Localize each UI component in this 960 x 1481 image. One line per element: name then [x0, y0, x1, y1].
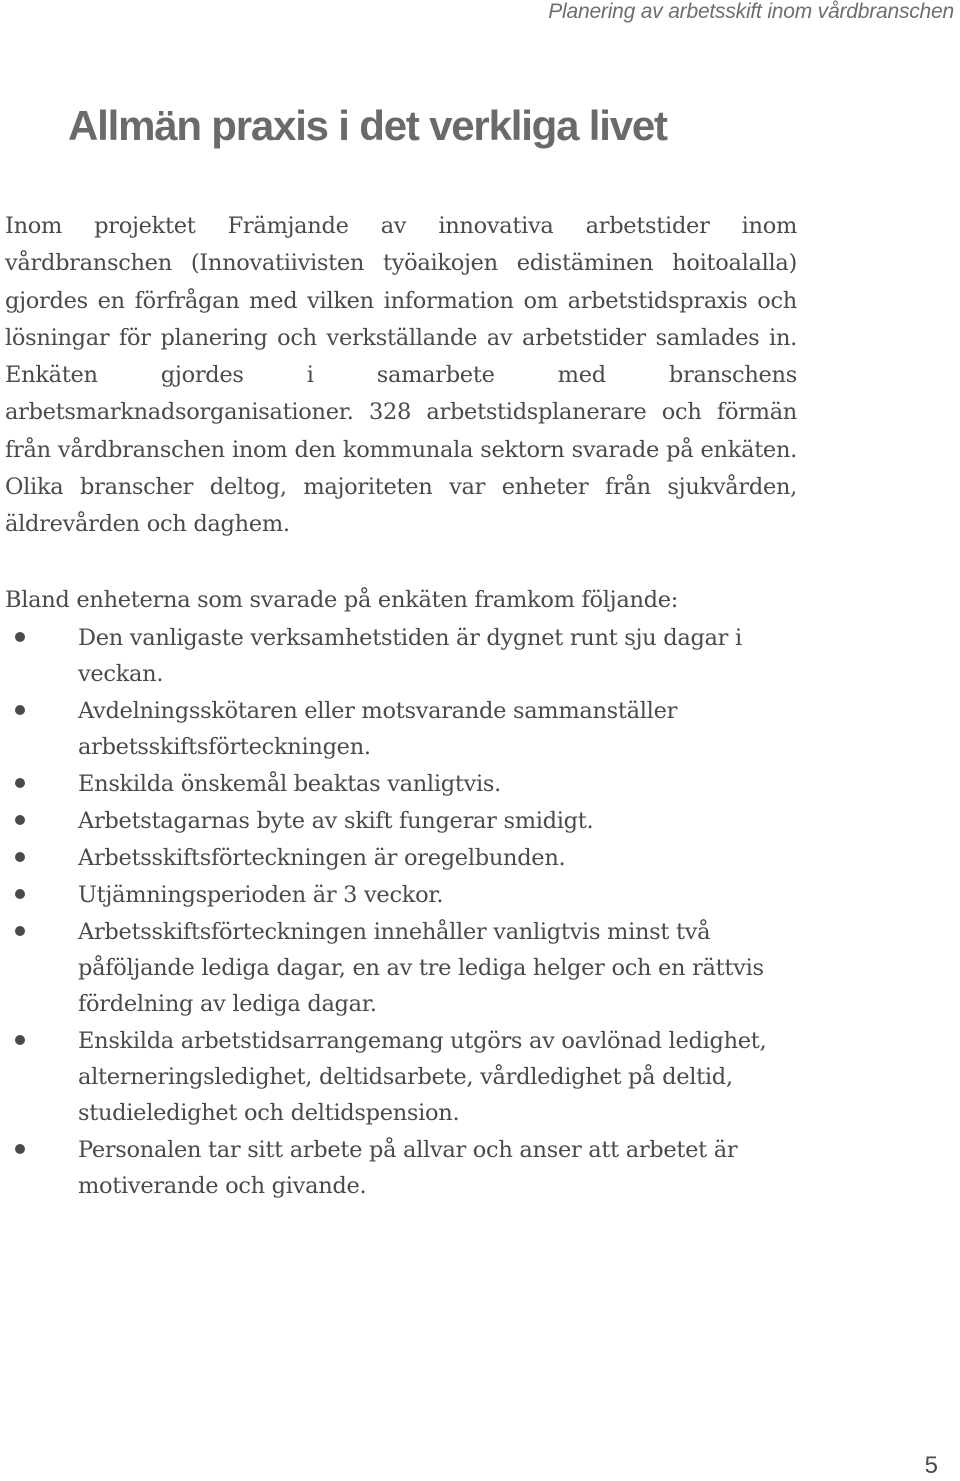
- list-item: [5, 840, 805, 876]
- intro-paragraph: Inom projektet Främjande av innovativa arbetstider inom vårdbranschen (Innovatiivisten työaikojen edistäminen hoitoalalla) gjordes en förfrågan med vilken information om arbetstidspraxis och lösningar för planering och verkställande av arbetstider samlades in. Enkäten gjordes i samarbete med branschens arbetsmarknadsorganisationer. 328 arbetstidsplanerare och förmän från vårdbranschen inom den kommunala sektorn svarade på enkäten. Olika branscher deltog, majoriteten var enheter från sjukvården, äldrevården och daghem.: [5, 213, 797, 538]
- list-item-text: Arbetstagarnas byte av skift fungerar smidigt.: [78, 808, 594, 834]
- list-item: [5, 914, 805, 1022]
- list-item-text: Personalen tar sitt arbete på allvar och anser att arbetet är motiverande och givande.: [78, 1137, 738, 1199]
- bullet-icon: [15, 815, 25, 825]
- page-title: Allmän praxis i det verkliga livet: [68, 102, 667, 149]
- list-item-text: Enskilda önskemål beaktas vanligtvis.: [78, 771, 501, 797]
- findings-list: [5, 620, 805, 1205]
- bullet-icon: [15, 1035, 25, 1045]
- list-item: [5, 877, 805, 913]
- list-item-text: Enskilda arbetstidsarrangemang utgörs av oavlönad ledighet, alterneringsledighet, deltidsarbete, vårdledighet på deltid, studieledighet och deltidspension.: [78, 1028, 767, 1126]
- bullet-icon: [15, 889, 25, 899]
- list-item-text: Arbetsskiftsförteckningen innehåller vanligtvis minst två påföljande lediga dagar, en av tre lediga helger och en rättvis fördelning av lediga dagar.: [78, 919, 764, 1017]
- running-header: Planering av arbetsskift inom vårdbranschen: [548, 0, 954, 23]
- list-item-text: Utjämningsperioden är 3 veckor.: [78, 882, 444, 908]
- list-item-text: Den vanligaste verksamhetstiden är dygnet runt sju dagar i veckan.: [78, 625, 742, 687]
- bullet-icon: [15, 852, 25, 862]
- list-item: [5, 766, 805, 802]
- page-number: 5: [924, 1452, 938, 1479]
- list-item: [5, 620, 805, 692]
- list-item-text: Avdelningsskötaren eller motsvarande sammanställer arbetsskiftsförteckningen.: [78, 698, 678, 760]
- bullet-icon: [15, 705, 25, 715]
- list-intro-paragraph: Bland enheterna som svarade på enkäten framkom följande:: [5, 587, 679, 613]
- list-item: [5, 1132, 805, 1204]
- list-item-text: Arbetsskiftsförteckningen är oregelbunden.: [78, 845, 566, 871]
- list-item: [5, 803, 805, 839]
- bullet-icon: [15, 778, 25, 788]
- bullet-icon: [15, 926, 25, 936]
- bullet-icon: [15, 1144, 25, 1154]
- list-item: [5, 693, 805, 765]
- list-item: [5, 1023, 805, 1131]
- bullet-icon: [15, 632, 25, 642]
